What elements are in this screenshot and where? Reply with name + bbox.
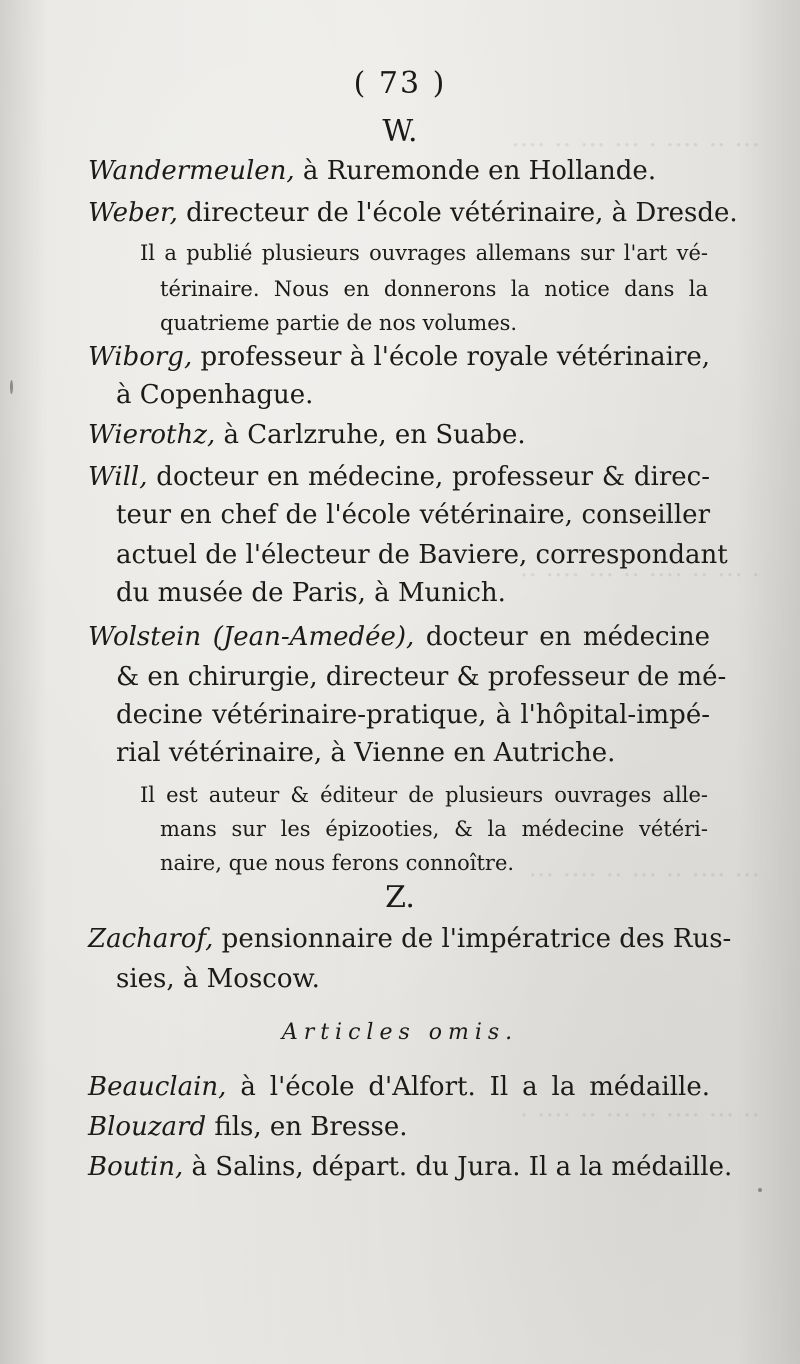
entry-weber bbox=[88, 196, 738, 230]
entry-name: Zacharof, bbox=[88, 924, 214, 954]
entry-continuation: à Copenhague. bbox=[116, 380, 314, 410]
entry-text: docteur en médecine bbox=[414, 622, 710, 652]
entry-text: à Salins, départ. du Jura. Il a la médaille. bbox=[183, 1152, 733, 1182]
entry-name: Wiborg, bbox=[88, 342, 193, 372]
show-through-texture: ·· ··· ···· ·· ··· ·· ···· · bbox=[519, 1100, 760, 1131]
entry-name: Weber, bbox=[88, 198, 178, 228]
omitted-entry bbox=[88, 1150, 733, 1184]
entry-name: Will, bbox=[88, 462, 148, 492]
entry-wierothz bbox=[88, 418, 710, 452]
entry-continuation: rial vétérinaire, à Vienne en Autriche. bbox=[116, 738, 616, 768]
entry-text: à l'école d'Alfort. Il a la médaille. bbox=[226, 1072, 710, 1102]
entry-note-line: Il est auteur & éditeur de plusieurs ouvrages alle- bbox=[140, 783, 708, 807]
entry-continuation: actuel de l'électeur de Baviere, correspondant bbox=[116, 540, 728, 570]
entry-text: professeur à l'école royale vétérinaire, bbox=[192, 342, 711, 372]
entry-note-line: naire, que nous ferons connoître. bbox=[160, 851, 515, 875]
section-heading-z: Z. bbox=[385, 880, 415, 915]
entry-note-line: Il a publié plusieurs ouvrages allemans sur l'art vé- bbox=[140, 241, 708, 265]
entry-name: Wierothz, bbox=[88, 420, 216, 450]
entry-note-line: quatrieme partie de nos volumes. bbox=[160, 311, 518, 335]
entry-text: fils, en Bresse. bbox=[206, 1112, 408, 1142]
entry-text: directeur de l'école vétérinaire, à Dresde. bbox=[177, 198, 738, 228]
entry-name: Beauclain, bbox=[88, 1072, 227, 1102]
entry-name: Boutin, bbox=[88, 1152, 184, 1182]
section-heading-w: W. bbox=[382, 114, 418, 149]
omitted-articles-heading: Articles omis. bbox=[281, 1020, 519, 1045]
entry-wolstein bbox=[88, 620, 710, 654]
entry-note-line: térinaire. Nous en donnerons la notice dans la bbox=[160, 277, 708, 301]
entry-zacharof bbox=[88, 922, 732, 956]
page-number: ( 73 ) bbox=[353, 66, 447, 101]
entry-name: Wolstein (Jean-Amedée), bbox=[88, 622, 415, 652]
entry-text: à Ruremonde en Hollande. bbox=[294, 156, 657, 186]
entry-text: docteur en médecine, professeur & direc- bbox=[147, 462, 710, 492]
omitted-entry bbox=[88, 1070, 710, 1104]
entry-will bbox=[88, 460, 710, 494]
entry-name: Blouzard bbox=[88, 1112, 207, 1142]
entry-continuation: & en chirurgie, directeur & professeur de mé- bbox=[116, 662, 727, 692]
entry-wiborg bbox=[88, 340, 710, 374]
omitted-entry bbox=[88, 1110, 710, 1144]
entry-note-line: mans sur les épizooties, & la médecine vétéri- bbox=[160, 817, 708, 841]
entry-continuation: du musée de Paris, à Munich. bbox=[116, 578, 506, 608]
show-through-texture: ··· ···· ·· ··· ·· ···· ··· bbox=[528, 860, 760, 891]
entry-text: à Carlzruhe, en Suabe. bbox=[215, 420, 526, 450]
entry-wandermeulen bbox=[88, 154, 710, 188]
entry-continuation: sies, à Moscow. bbox=[116, 964, 320, 994]
entry-continuation: teur en chef de l'école vétérinaire, conseiller bbox=[116, 500, 710, 530]
show-through-texture: ··· ·· ···· · ··· ··· ·· ···· bbox=[511, 130, 760, 161]
entry-text: pensionnaire de l'impératrice des Rus- bbox=[213, 924, 732, 954]
paper-speck bbox=[758, 1188, 762, 1192]
entry-name: Wandermeulen, bbox=[88, 156, 295, 186]
show-through-texture: · ··· ·· ···· ·· ··· ···· ·· bbox=[519, 560, 760, 591]
paper-speck bbox=[10, 380, 13, 394]
entry-continuation: decine vétérinaire-pratique, à l'hôpital-impé- bbox=[116, 700, 710, 730]
